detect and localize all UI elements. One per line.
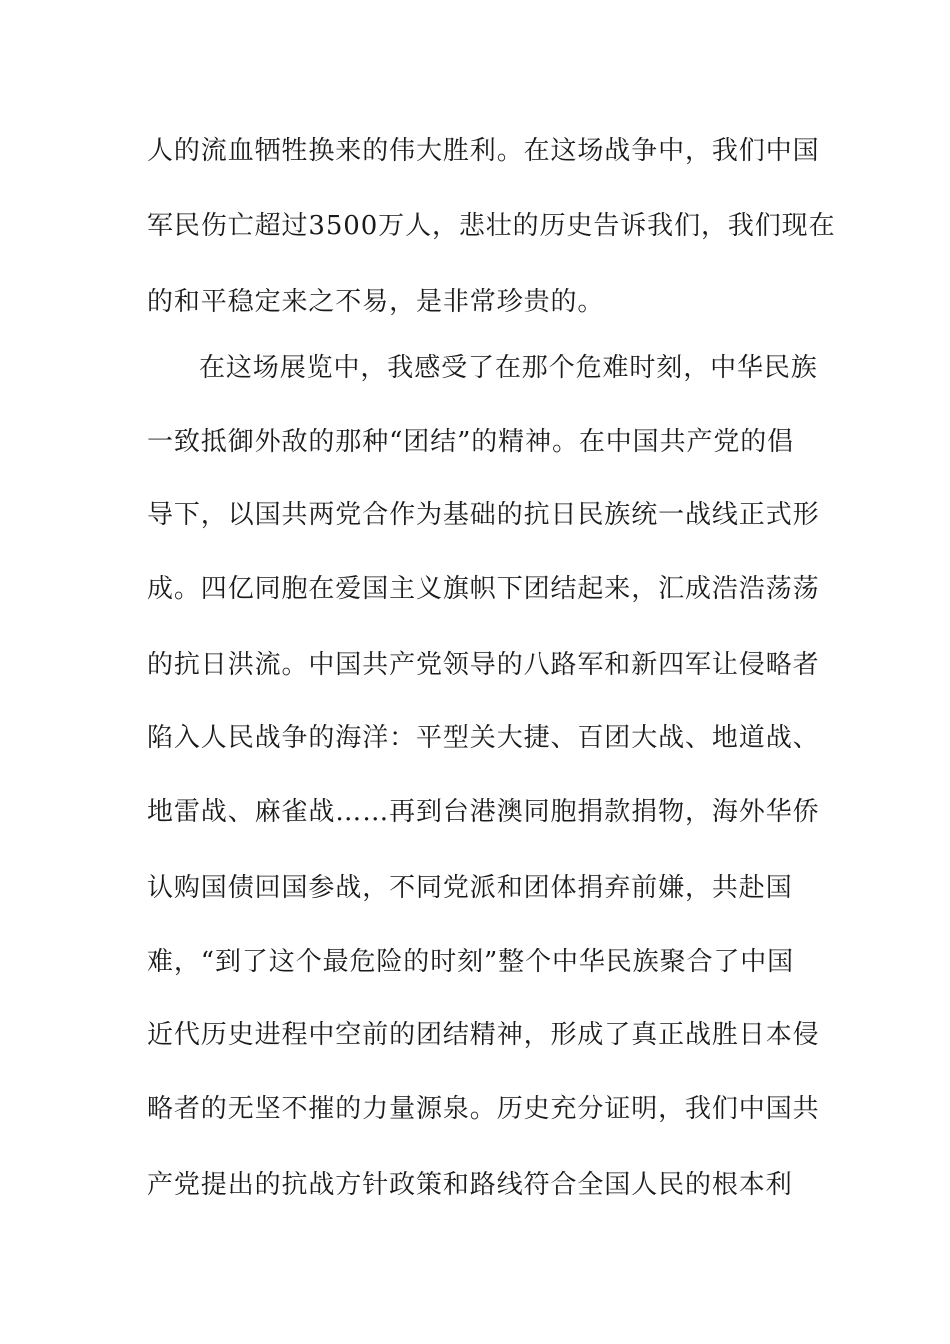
text-line-15: 产党提出的抗战方针政策和路线符合全国人民的根本利 xyxy=(147,1170,793,1200)
text-line-8: 的抗日洪流。中国共产党领导的八路军和新四军让侵略者 xyxy=(147,650,820,680)
text-line-3: 的和平稳定来之不易，是非常珍贵的。 xyxy=(147,287,605,317)
text-line-9: 陷入人民战争的海洋：平型关大捷、百团大战、地道战、 xyxy=(147,723,820,753)
text-line-14: 略者的无坚不摧的力量源泉。历史充分证明，我们中国共 xyxy=(147,1094,820,1124)
text-line-7: 成。四亿同胞在爱国主义旗帜下团结起来，汇成浩浩荡荡 xyxy=(147,574,820,604)
text-line-5: 一致抵御外敌的那种“团结”的精神。在中国共产党的倡 xyxy=(147,427,795,457)
text-line-10: 地雷战、麻雀战……再到台港澳同胞捐款捐物，海外华侨 xyxy=(147,797,820,827)
paragraph-start-line: 在这场展览中，我感受了在那个危难时刻，中华民族 xyxy=(199,353,818,383)
text-line-2: 军民伤亡超过3500万人，悲壮的历史告诉我们，我们现在 xyxy=(147,211,836,241)
text-line-12: 难，“到了这个最危险的时刻”整个中华民族聚合了中国 xyxy=(147,947,795,977)
text-line-13: 近代历史进程中空前的团结精神，形成了真正战胜日本侵 xyxy=(147,1020,820,1050)
text-line-11: 认购国债回国参战，不同党派和团体捐弃前嫌，共赴国 xyxy=(147,873,793,903)
text-line-1: 人的流血牺牲换来的伟大胜利。在这场战争中，我们中国 xyxy=(147,136,820,166)
text-line-6: 导下，以国共两党合作为基础的抗日民族统一战线正式形 xyxy=(147,500,820,530)
